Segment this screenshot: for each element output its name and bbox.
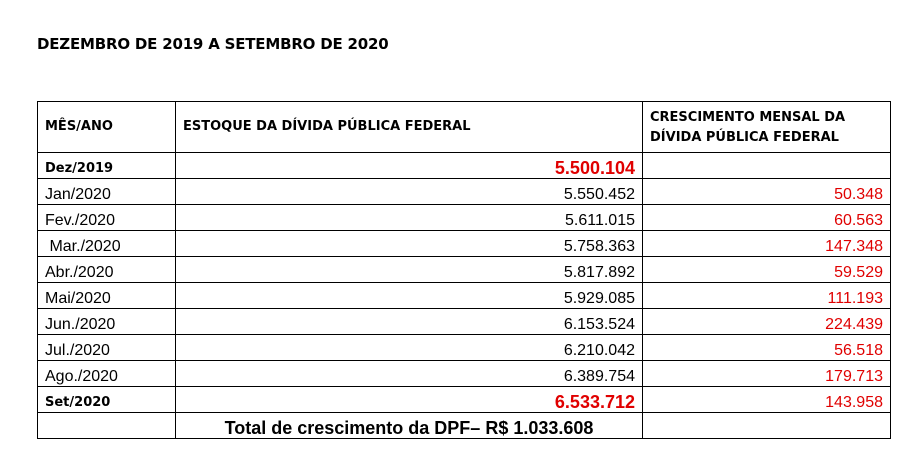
month-cell: Dez/2019 bbox=[38, 153, 176, 179]
table-row bbox=[38, 179, 891, 205]
header-stock: ESTOQUE DA DÍVIDA PÚBLICA FEDERAL bbox=[176, 102, 643, 153]
stock-cell: 5.758.363 bbox=[176, 231, 643, 257]
stock-cell: 5.550.452 bbox=[176, 179, 643, 205]
stock-cell: 6.389.754 bbox=[176, 361, 643, 387]
debt-table bbox=[37, 101, 891, 439]
header-month: MÊS/ANO bbox=[38, 102, 176, 153]
stock-cell: 5.500.104 bbox=[176, 153, 643, 179]
month-cell: Jul./2020 bbox=[38, 335, 176, 361]
stock-cell: 6.533.712 bbox=[176, 387, 643, 413]
growth-cell: 111.193 bbox=[643, 283, 891, 309]
growth-cell: 56.518 bbox=[643, 335, 891, 361]
month-cell: Ago./2020 bbox=[38, 361, 176, 387]
growth-cell: 60.563 bbox=[643, 205, 891, 231]
month-cell: Fev./2020 bbox=[38, 205, 176, 231]
table-row bbox=[38, 153, 891, 179]
growth-cell: 143.958 bbox=[643, 387, 891, 413]
stock-cell: 6.210.042 bbox=[176, 335, 643, 361]
month-cell: Jan/2020 bbox=[38, 179, 176, 205]
table-row bbox=[38, 231, 891, 257]
page-title: DEZEMBRO DE 2019 A SETEMBRO DE 2020 bbox=[37, 35, 389, 53]
month-cell: Mai/2020 bbox=[38, 283, 176, 309]
total-blank-cell-right bbox=[643, 413, 891, 439]
table-row bbox=[38, 335, 891, 361]
table-row bbox=[38, 283, 891, 309]
growth-cell: 50.348 bbox=[643, 179, 891, 205]
growth-cell: 224.439 bbox=[643, 309, 891, 335]
growth-cell bbox=[643, 153, 891, 179]
month-cell: Jun./2020 bbox=[38, 309, 176, 335]
stock-cell: 5.929.085 bbox=[176, 283, 643, 309]
total-cell: Total de crescimento da DPF– R$ 1.033.608 bbox=[176, 413, 643, 439]
total-blank-cell bbox=[38, 413, 176, 439]
growth-cell: 179.713 bbox=[643, 361, 891, 387]
month-cell: Abr./2020 bbox=[38, 257, 176, 283]
stock-cell: 5.817.892 bbox=[176, 257, 643, 283]
month-cell: Mar./2020 bbox=[38, 231, 176, 257]
total-row bbox=[38, 413, 891, 439]
header-growth: CRESCIMENTO MENSAL DA DÍVIDA PÚBLICA FEDERAL bbox=[643, 102, 891, 153]
table-row bbox=[38, 387, 891, 413]
stock-cell: 6.153.524 bbox=[176, 309, 643, 335]
table-row bbox=[38, 309, 891, 335]
table-row bbox=[38, 205, 891, 231]
growth-cell: 59.529 bbox=[643, 257, 891, 283]
stock-cell: 5.611.015 bbox=[176, 205, 643, 231]
table-row bbox=[38, 361, 891, 387]
table-header-row bbox=[38, 102, 891, 153]
table-row bbox=[38, 257, 891, 283]
growth-cell: 147.348 bbox=[643, 231, 891, 257]
month-cell: Set/2020 bbox=[38, 387, 176, 413]
